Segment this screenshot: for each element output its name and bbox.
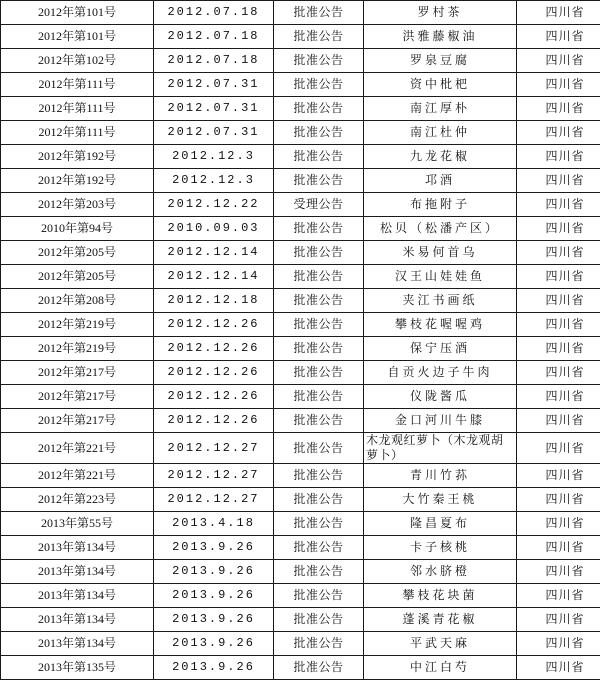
announcement-date-cell: 2013.9.26 <box>154 632 274 656</box>
table-row <box>1 512 600 536</box>
announcement-date-cell: 2012.12.27 <box>154 464 274 488</box>
announcement-number-cell: 2012年第101号 <box>1 1 154 25</box>
table-row <box>1 464 600 488</box>
table-row <box>1 121 600 145</box>
table-row <box>1 313 600 337</box>
province-cell: 四川省 <box>517 313 600 337</box>
announcement-type-cell: 批准公告 <box>274 584 364 608</box>
product-name-cell: 大竹秦王桃 <box>364 488 517 512</box>
announcement-type-cell: 批准公告 <box>274 656 364 680</box>
province-cell: 四川省 <box>517 464 600 488</box>
announcement-number-cell: 2013年第134号 <box>1 608 154 632</box>
province-cell: 四川省 <box>517 169 600 193</box>
announcement-number-cell: 2012年第217号 <box>1 409 154 433</box>
announcement-number-cell: 2013年第134号 <box>1 536 154 560</box>
announcement-number-cell: 2012年第219号 <box>1 313 154 337</box>
table-row <box>1 361 600 385</box>
announcement-type-cell: 批准公告 <box>274 1 364 25</box>
product-name-cell: 夹江书画纸 <box>364 289 517 313</box>
product-name-cell: 木龙观红萝卜（木龙观胡萝卜） <box>364 433 517 464</box>
announcement-date-cell: 2012.12.14 <box>154 241 274 265</box>
product-name-cell: 罗泉豆腐 <box>364 49 517 73</box>
province-cell: 四川省 <box>517 656 600 680</box>
table-row <box>1 145 600 169</box>
product-name-cell: 自贡火边子牛肉 <box>364 361 517 385</box>
table-row <box>1 488 600 512</box>
province-cell: 四川省 <box>517 632 600 656</box>
table-row <box>1 433 600 464</box>
province-cell: 四川省 <box>517 289 600 313</box>
announcement-type-cell: 批准公告 <box>274 121 364 145</box>
announcement-type-cell: 批准公告 <box>274 241 364 265</box>
announcement-date-cell: 2012.07.18 <box>154 25 274 49</box>
table-row <box>1 49 600 73</box>
announcement-date-cell: 2012.12.26 <box>154 313 274 337</box>
province-cell: 四川省 <box>517 241 600 265</box>
product-name-cell: 南江杜仲 <box>364 121 517 145</box>
province-cell: 四川省 <box>517 536 600 560</box>
product-name-cell: 米易何首乌 <box>364 241 517 265</box>
province-cell: 四川省 <box>517 337 600 361</box>
table-row <box>1 656 600 680</box>
province-cell: 四川省 <box>517 25 600 49</box>
announcement-type-cell: 批准公告 <box>274 265 364 289</box>
province-cell: 四川省 <box>517 217 600 241</box>
announcement-type-cell: 批准公告 <box>274 289 364 313</box>
announcement-number-cell: 2012年第205号 <box>1 265 154 289</box>
announcement-number-cell: 2012年第221号 <box>1 464 154 488</box>
table-row <box>1 608 600 632</box>
province-cell: 四川省 <box>517 584 600 608</box>
announcement-date-cell: 2012.12.14 <box>154 265 274 289</box>
announcement-date-cell: 2012.07.18 <box>154 49 274 73</box>
announcement-date-cell: 2012.07.18 <box>154 1 274 25</box>
announcement-type-cell: 批准公告 <box>274 608 364 632</box>
table-row <box>1 97 600 121</box>
announcement-number-cell: 2013年第134号 <box>1 632 154 656</box>
announcement-number-cell: 2012年第205号 <box>1 241 154 265</box>
product-name-cell: 隆昌夏布 <box>364 512 517 536</box>
table-row <box>1 169 600 193</box>
announcement-type-cell: 批准公告 <box>274 49 364 73</box>
announcement-number-cell: 2012年第192号 <box>1 145 154 169</box>
announcement-number-cell: 2012年第101号 <box>1 25 154 49</box>
announcement-date-cell: 2012.12.27 <box>154 488 274 512</box>
table-row <box>1 632 600 656</box>
announcement-date-cell: 2013.9.26 <box>154 656 274 680</box>
announcement-type-cell: 批准公告 <box>274 361 364 385</box>
announcement-type-cell: 批准公告 <box>274 560 364 584</box>
announcement-date-cell: 2012.07.31 <box>154 97 274 121</box>
province-cell: 四川省 <box>517 560 600 584</box>
announcement-number-cell: 2013年第135号 <box>1 656 154 680</box>
announcement-type-cell: 批准公告 <box>274 632 364 656</box>
province-cell: 四川省 <box>517 49 600 73</box>
table-row <box>1 217 600 241</box>
table-row <box>1 193 600 217</box>
product-name-cell: 中江白芍 <box>364 656 517 680</box>
announcement-type-cell: 批准公告 <box>274 488 364 512</box>
announcement-date-cell: 2012.12.26 <box>154 409 274 433</box>
announcement-date-cell: 2012.12.26 <box>154 361 274 385</box>
province-cell: 四川省 <box>517 73 600 97</box>
announcement-number-cell: 2013年第134号 <box>1 584 154 608</box>
announcement-number-cell: 2013年第134号 <box>1 560 154 584</box>
product-name-cell: 汉王山娃娃鱼 <box>364 265 517 289</box>
province-cell: 四川省 <box>517 608 600 632</box>
announcement-number-cell: 2010年第94号 <box>1 217 154 241</box>
product-name-cell: 卡子核桃 <box>364 536 517 560</box>
announcement-date-cell: 2013.9.26 <box>154 536 274 560</box>
table-row <box>1 584 600 608</box>
announcement-date-cell: 2013.9.26 <box>154 560 274 584</box>
announcement-number-cell: 2012年第221号 <box>1 433 154 464</box>
announcement-date-cell: 2012.07.31 <box>154 121 274 145</box>
announcement-type-cell: 批准公告 <box>274 73 364 97</box>
table-row <box>1 560 600 584</box>
product-name-cell: 攀枝花喔喔鸡 <box>364 313 517 337</box>
product-name-cell: 攀枝花块菌 <box>364 584 517 608</box>
announcement-type-cell: 批准公告 <box>274 512 364 536</box>
product-name-cell: 青川竹荪 <box>364 464 517 488</box>
province-cell: 四川省 <box>517 433 600 464</box>
announcement-date-cell: 2013.9.26 <box>154 608 274 632</box>
product-name-cell: 松贝（松潘产区） <box>364 217 517 241</box>
announcement-type-cell: 批准公告 <box>274 536 364 560</box>
announcement-date-cell: 2012.12.3 <box>154 169 274 193</box>
product-name-cell: 南江厚朴 <box>364 97 517 121</box>
announcement-type-cell: 批准公告 <box>274 409 364 433</box>
province-cell: 四川省 <box>517 1 600 25</box>
announcement-date-cell: 2012.12.22 <box>154 193 274 217</box>
product-name-cell: 布拖附子 <box>364 193 517 217</box>
announcement-type-cell: 受理公告 <box>274 193 364 217</box>
product-name-cell: 仪陇酱瓜 <box>364 385 517 409</box>
province-cell: 四川省 <box>517 512 600 536</box>
table-row <box>1 289 600 313</box>
product-name-cell: 邛酒 <box>364 169 517 193</box>
announcement-number-cell: 2012年第203号 <box>1 193 154 217</box>
province-cell: 四川省 <box>517 361 600 385</box>
announcement-number-cell: 2012年第111号 <box>1 121 154 145</box>
announcement-type-cell: 批准公告 <box>274 169 364 193</box>
province-cell: 四川省 <box>517 265 600 289</box>
announcement-number-cell: 2012年第223号 <box>1 488 154 512</box>
table-row <box>1 265 600 289</box>
table-row <box>1 73 600 97</box>
product-name-cell: 邻水脐橙 <box>364 560 517 584</box>
announcement-date-cell: 2012.12.26 <box>154 385 274 409</box>
announcement-date-cell: 2012.12.18 <box>154 289 274 313</box>
province-cell: 四川省 <box>517 97 600 121</box>
product-name-cell: 罗村茶 <box>364 1 517 25</box>
announcement-date-cell: 2013.4.18 <box>154 512 274 536</box>
announcement-date-cell: 2012.12.27 <box>154 433 274 464</box>
table-row <box>1 241 600 265</box>
product-name-cell: 蓬溪青花椒 <box>364 608 517 632</box>
announcement-type-cell: 批准公告 <box>274 25 364 49</box>
announcement-type-cell: 批准公告 <box>274 145 364 169</box>
table-row <box>1 337 600 361</box>
announcement-number-cell: 2012年第102号 <box>1 49 154 73</box>
announcement-number-cell: 2012年第217号 <box>1 385 154 409</box>
announcement-number-cell: 2013年第55号 <box>1 512 154 536</box>
announcement-type-cell: 批准公告 <box>274 464 364 488</box>
announcement-date-cell: 2012.12.26 <box>154 337 274 361</box>
product-name-cell: 平武天麻 <box>364 632 517 656</box>
product-name-cell: 九龙花椒 <box>364 145 517 169</box>
table-row <box>1 25 600 49</box>
announcement-type-cell: 批准公告 <box>274 97 364 121</box>
announcement-number-cell: 2012年第192号 <box>1 169 154 193</box>
announcement-type-cell: 批准公告 <box>274 433 364 464</box>
announcement-number-cell: 2012年第208号 <box>1 289 154 313</box>
province-cell: 四川省 <box>517 193 600 217</box>
province-cell: 四川省 <box>517 488 600 512</box>
table-row <box>1 409 600 433</box>
product-name-cell: 资中枇杷 <box>364 73 517 97</box>
province-cell: 四川省 <box>517 121 600 145</box>
table-row <box>1 385 600 409</box>
announcement-date-cell: 2012.07.31 <box>154 73 274 97</box>
table-row <box>1 1 600 25</box>
product-name-cell: 洪雅藤椒油 <box>364 25 517 49</box>
announcement-number-cell: 2012年第219号 <box>1 337 154 361</box>
product-name-cell: 金口河川牛膝 <box>364 409 517 433</box>
announcement-date-cell: 2010.09.03 <box>154 217 274 241</box>
announcement-type-cell: 批准公告 <box>274 385 364 409</box>
province-cell: 四川省 <box>517 409 600 433</box>
table-row <box>1 536 600 560</box>
province-cell: 四川省 <box>517 145 600 169</box>
announcement-type-cell: 批准公告 <box>274 313 364 337</box>
announcement-number-cell: 2012年第111号 <box>1 97 154 121</box>
announcement-date-cell: 2013.9.26 <box>154 584 274 608</box>
announcement-type-cell: 批准公告 <box>274 337 364 361</box>
announcement-number-cell: 2012年第217号 <box>1 361 154 385</box>
table-body <box>1 1 600 680</box>
announcement-type-cell: 批准公告 <box>274 217 364 241</box>
announcement-number-cell: 2012年第111号 <box>1 73 154 97</box>
province-cell: 四川省 <box>517 385 600 409</box>
product-name-cell: 保宁压酒 <box>364 337 517 361</box>
announcement-date-cell: 2012.12.3 <box>154 145 274 169</box>
